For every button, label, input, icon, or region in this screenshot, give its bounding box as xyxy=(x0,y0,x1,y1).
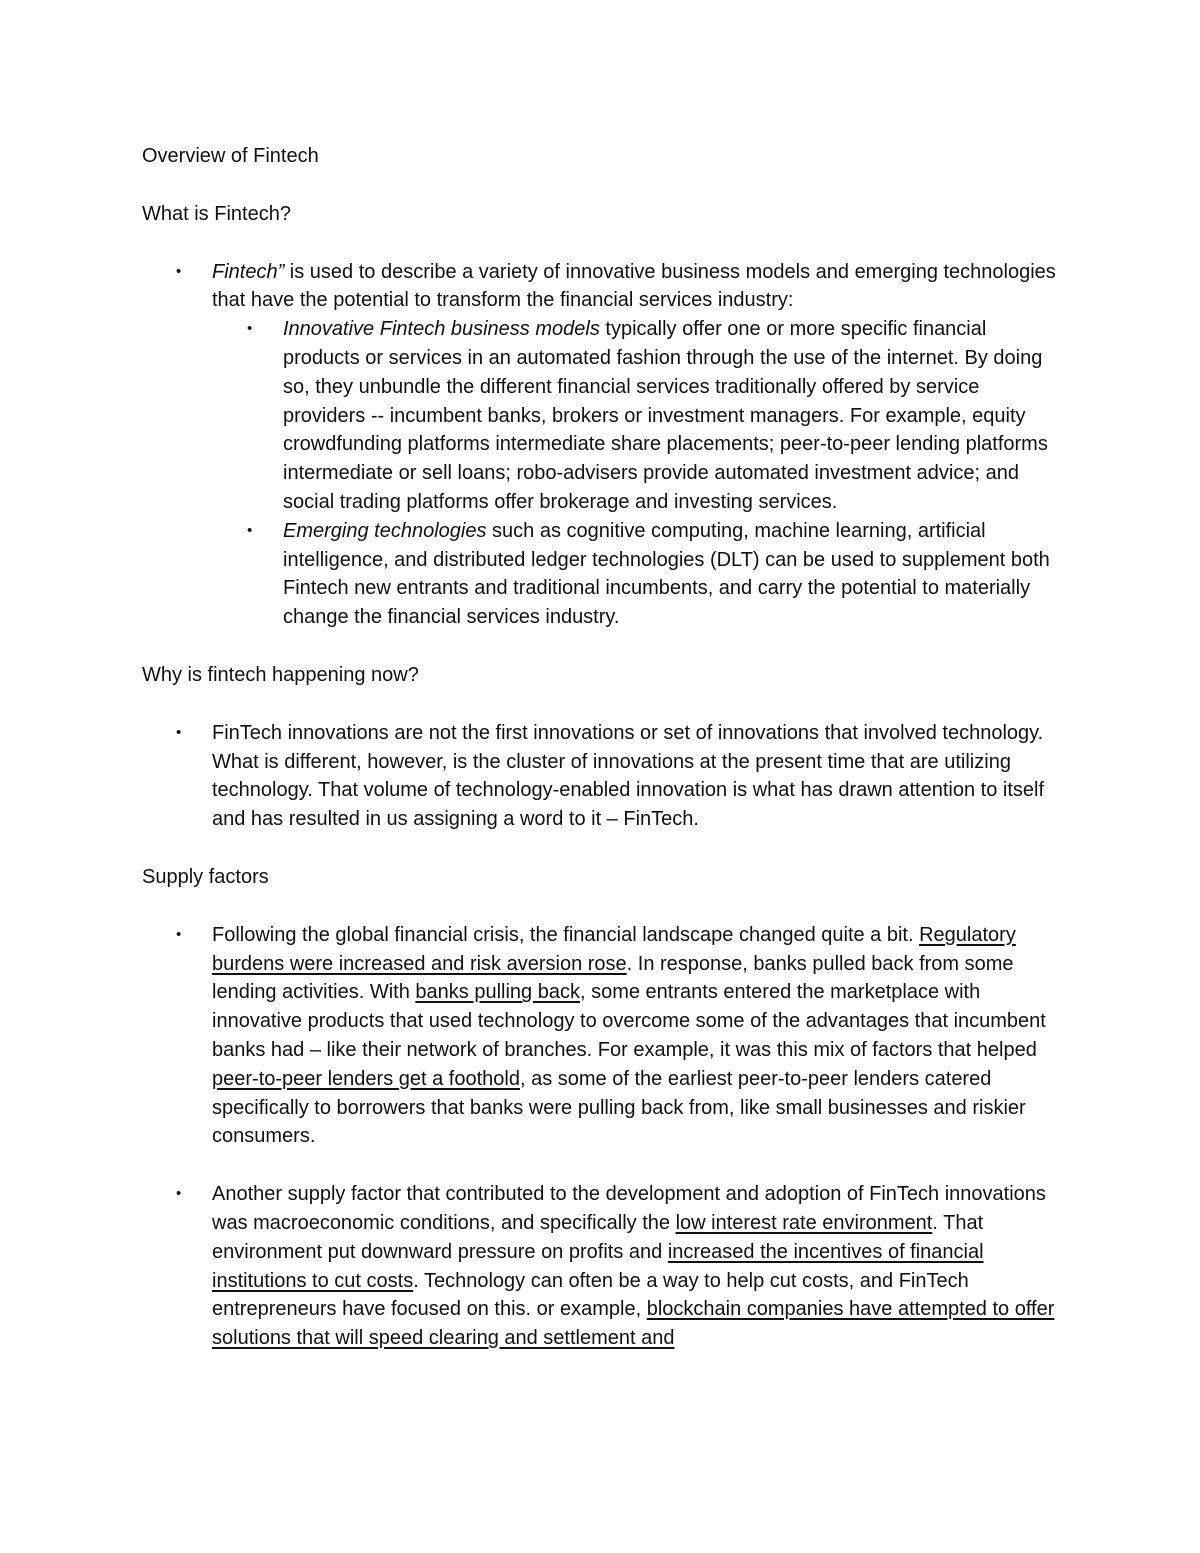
underlined-phrase: peer-to-peer lenders get a foothold xyxy=(212,1067,520,1090)
list-item xyxy=(283,517,1062,632)
supply-text: . Technology can often be a way to help cut costs, and FinTech entrepreneurs have focused on this. or example, xyxy=(212,1269,969,1321)
section-heading-supply-factors: Supply factors xyxy=(142,865,269,888)
list-item xyxy=(212,921,1062,1151)
supply-factors-list xyxy=(142,921,1062,1151)
why-now-list xyxy=(142,719,1062,834)
supply-text: , some entrants entered the marketplace with innovative products that used technology to overcome some of the advantages that incumbent banks had – like their network of branches. For example, it was this mix of factors that helped xyxy=(212,981,1046,1061)
supply-text: . That environment put downward pressure on profits and xyxy=(212,1211,984,1263)
what-is-fintech-list xyxy=(142,258,1062,632)
section-heading-why-now: Why is fintech happening now? xyxy=(142,663,419,686)
underlined-phrase: Regulatory burdens were increased and risk aversion rose xyxy=(212,923,1016,975)
fintech-sublist xyxy=(212,315,1062,632)
fintech-definition: is used to describe a variety of innovative business models and emerging technologies that have the potential to transform the financial services industry: xyxy=(212,260,1056,312)
emerging-tech-text: such as cognitive computing, machine learning, artificial intelligence, and distributed ledger technologies (DLT) can be used to supplement both Fintech new entrants and traditional incumbents, and carry the potential to materially change the financial services industry. xyxy=(283,519,1050,629)
list-item xyxy=(212,719,1062,834)
emerging-tech-term: Emerging technologies xyxy=(283,519,487,542)
supply-text: Following the global financial crisis, the financial landscape changed quite a bit. xyxy=(212,923,920,946)
business-models-term: Innovative Fintech business models xyxy=(283,318,600,341)
list-item xyxy=(212,258,1062,632)
section-heading-what-is-fintech: What is Fintech? xyxy=(142,202,291,225)
list-item xyxy=(283,315,1062,517)
why-now-text: FinTech innovations are not the first innovations or set of innovations that involved technology. What is different, however, is the cluster of innovations at the present time that are utilizing technology. That volume of technology-enabled innovation is what has drawn attention to itself and has resulted in us assigning a word to it – FinTech. xyxy=(212,721,1045,831)
document-body xyxy=(142,142,1062,1353)
supply-factors-list-2 xyxy=(142,1180,1062,1353)
document-title: Overview of Fintech xyxy=(142,145,319,167)
supply-text: Another supply factor that contributed to the development and adoption of FinTech innovations was macroeconomic conditions, and specifically the xyxy=(212,1183,1046,1234)
underlined-phrase: low interest rate environment xyxy=(675,1211,933,1234)
fintech-term: Fintech” xyxy=(212,260,285,283)
business-models-text: typically offer one or more specific financial products or services in an automated fashion through the use of the internet. By doing so, they unbundle the different financial services traditionally offered by service providers -- incumbent banks, brokers or investment managers. For example, equity crowdfunding platforms intermediate share placements; peer-to-peer lending platforms intermediate or sell loans; robo-advisers provide automated investment advice; and social trading platforms offer brokerage and investing services. xyxy=(283,318,1048,513)
supply-text: , as some of the earliest peer-to-peer lenders catered specifically to borrowers that banks were pulling back from, like small businesses and riskier consumers. xyxy=(212,1067,1026,1148)
underlined-phrase: increased the incentives of financial institutions to cut costs xyxy=(212,1240,984,1292)
list-item xyxy=(212,1180,1062,1353)
underlined-phrase: banks pulling back xyxy=(415,981,580,1004)
underlined-phrase: blockchain companies have attempted to offer solutions that will speed clearing and settlement and xyxy=(212,1298,1055,1350)
supply-text: . In response, banks pulled back from some lending activities. With xyxy=(212,952,1014,1004)
